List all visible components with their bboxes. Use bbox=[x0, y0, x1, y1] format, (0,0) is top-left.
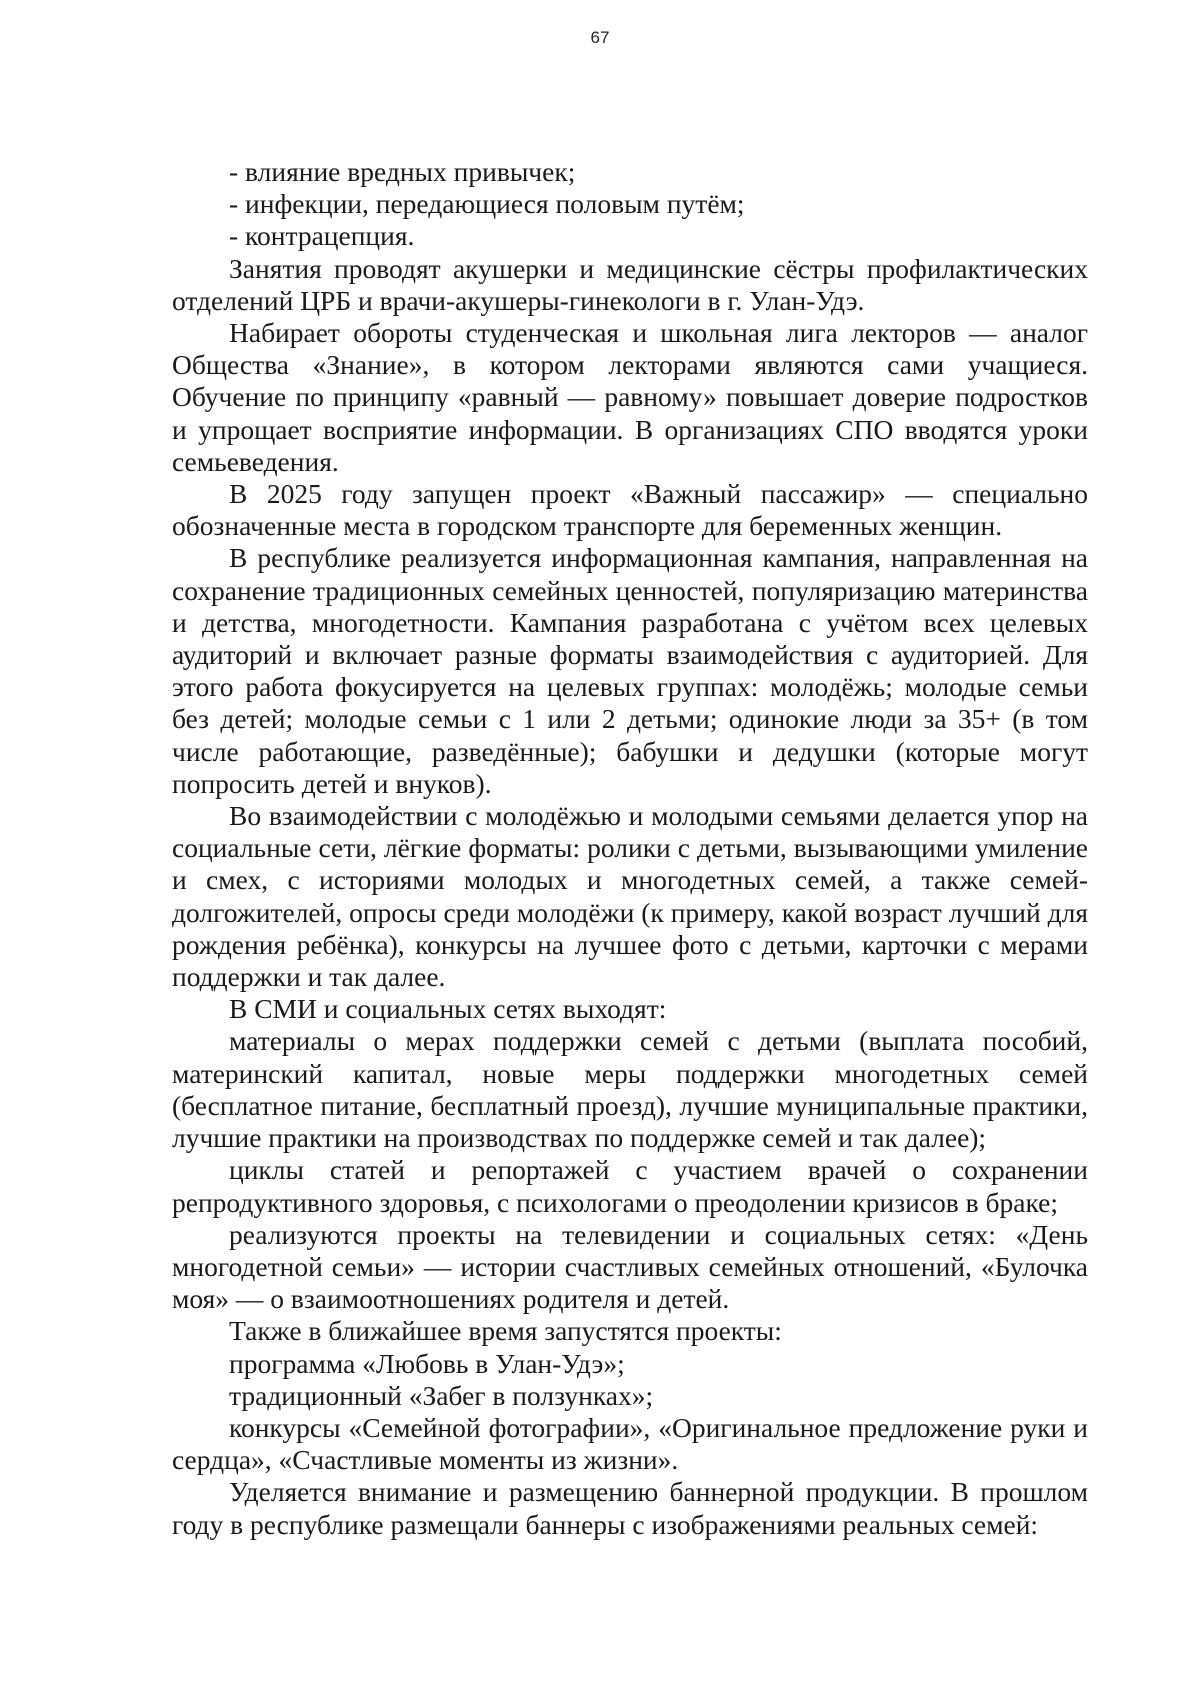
document-body bbox=[172, 156, 1088, 1541]
paragraph-race: традиционный «Забег в ползунках»; bbox=[229, 1379, 654, 1411]
paragraph-upcoming-intro: Также в ближайшее время запустятся проекты: bbox=[229, 1315, 782, 1347]
paragraph-media-intro: В СМИ и социальных сетях выходят: bbox=[229, 993, 667, 1025]
paragraph-support-materials: материалы о мерах поддержки семей с детьми (выплата пособий, материнский капитал, новые меры поддержки многодетных семей (бесплатное питание, бесплатный проезд), лучшие муниципальные практики, лучшие практики на производствах по поддержке семей и так далее); bbox=[172, 1025, 1088, 1154]
paragraph-articles: циклы статей и репортажей с участием врачей о сохранении репродуктивного здоровья, с психологами о преодолении кризисов в браке; bbox=[172, 1154, 1088, 1218]
paragraph-info-campaign: В республике реализуется информационная кампания, направленная на сохранение традиционных семейных ценностей, популяризацию материнства и детства, многодетности. Кампания разработана с учётом всех целевых аудиторий и включает разные форматы взаимодействия с аудиторией. Для этого работа фокусируется на целевых группах: молодёжь; молодые семьи без детей; молодые семьи с 1 или 2 детьми; одинокие люди за 35+ (в том числе работающие, разведённые); бабушки и дедушки (которые могут попросить детей и внуков). bbox=[172, 542, 1088, 799]
bullet-item: - инфекции, передающиеся половым путём; bbox=[229, 188, 745, 220]
paragraph-contests: конкурсы «Семейной фотографии», «Оригинальное предложение руки и сердца», «Счастливые моменты из жизни». bbox=[172, 1411, 1088, 1476]
paragraph-passenger-project: В 2025 году запущен проект «Важный пассажир» — специально обозначенные места в городском транспорте для беременных женщин. bbox=[172, 478, 1088, 542]
bullet-item: - контрацепция. bbox=[229, 220, 415, 252]
page-number: 67 bbox=[590, 28, 610, 47]
paragraph-banners: Уделяется внимание и размещению баннерной продукции. В прошлом году в республике размещали баннеры с изображениями реальных семей: bbox=[172, 1476, 1088, 1540]
bullet-item: - влияние вредных привычек; bbox=[229, 156, 576, 187]
paragraph-program: программа «Любовь в Улан-Удэ»; bbox=[229, 1347, 625, 1379]
paragraph-tv-projects: реализуются проекты на телевидении и социальных сетях: «День многодетной семьи» — истории счастливых семейных отношений, «Булочка моя» — о взаимоотношениях родителя и детей. bbox=[172, 1218, 1088, 1315]
paragraph-league: Набирает обороты студенческая и школьная лига лекторов — аналог Общества «Знание», в котором лекторами являются сами учащиеся. Обучение по принципу «равный — равному» повышает доверие подростков и упрощает восприятие информации. В организациях СПО вводятся уроки семьеведения. bbox=[172, 317, 1088, 477]
paragraph-youth-interaction: Во взаимодействии с молодёжью и молодыми семьями делается упор на социальные сети, лёгкие форматы: ролики с детьми, вызывающими умиление и смех, с историями молодых и многодетных семей, а также семей-долгожителей, опросы среди молодёжи (к примеру, какой возраст лучший для рождения ребёнка), конкурсы на лучшее фото с детьми, карточки с мерами поддержки и так далее. bbox=[172, 800, 1088, 993]
paragraph-lecturers: Занятия проводят акушерки и медицинские сёстры профилактических отделений ЦРБ и врачи-акушеры-гинекологи в г. Улан-Удэ. bbox=[172, 252, 1088, 316]
